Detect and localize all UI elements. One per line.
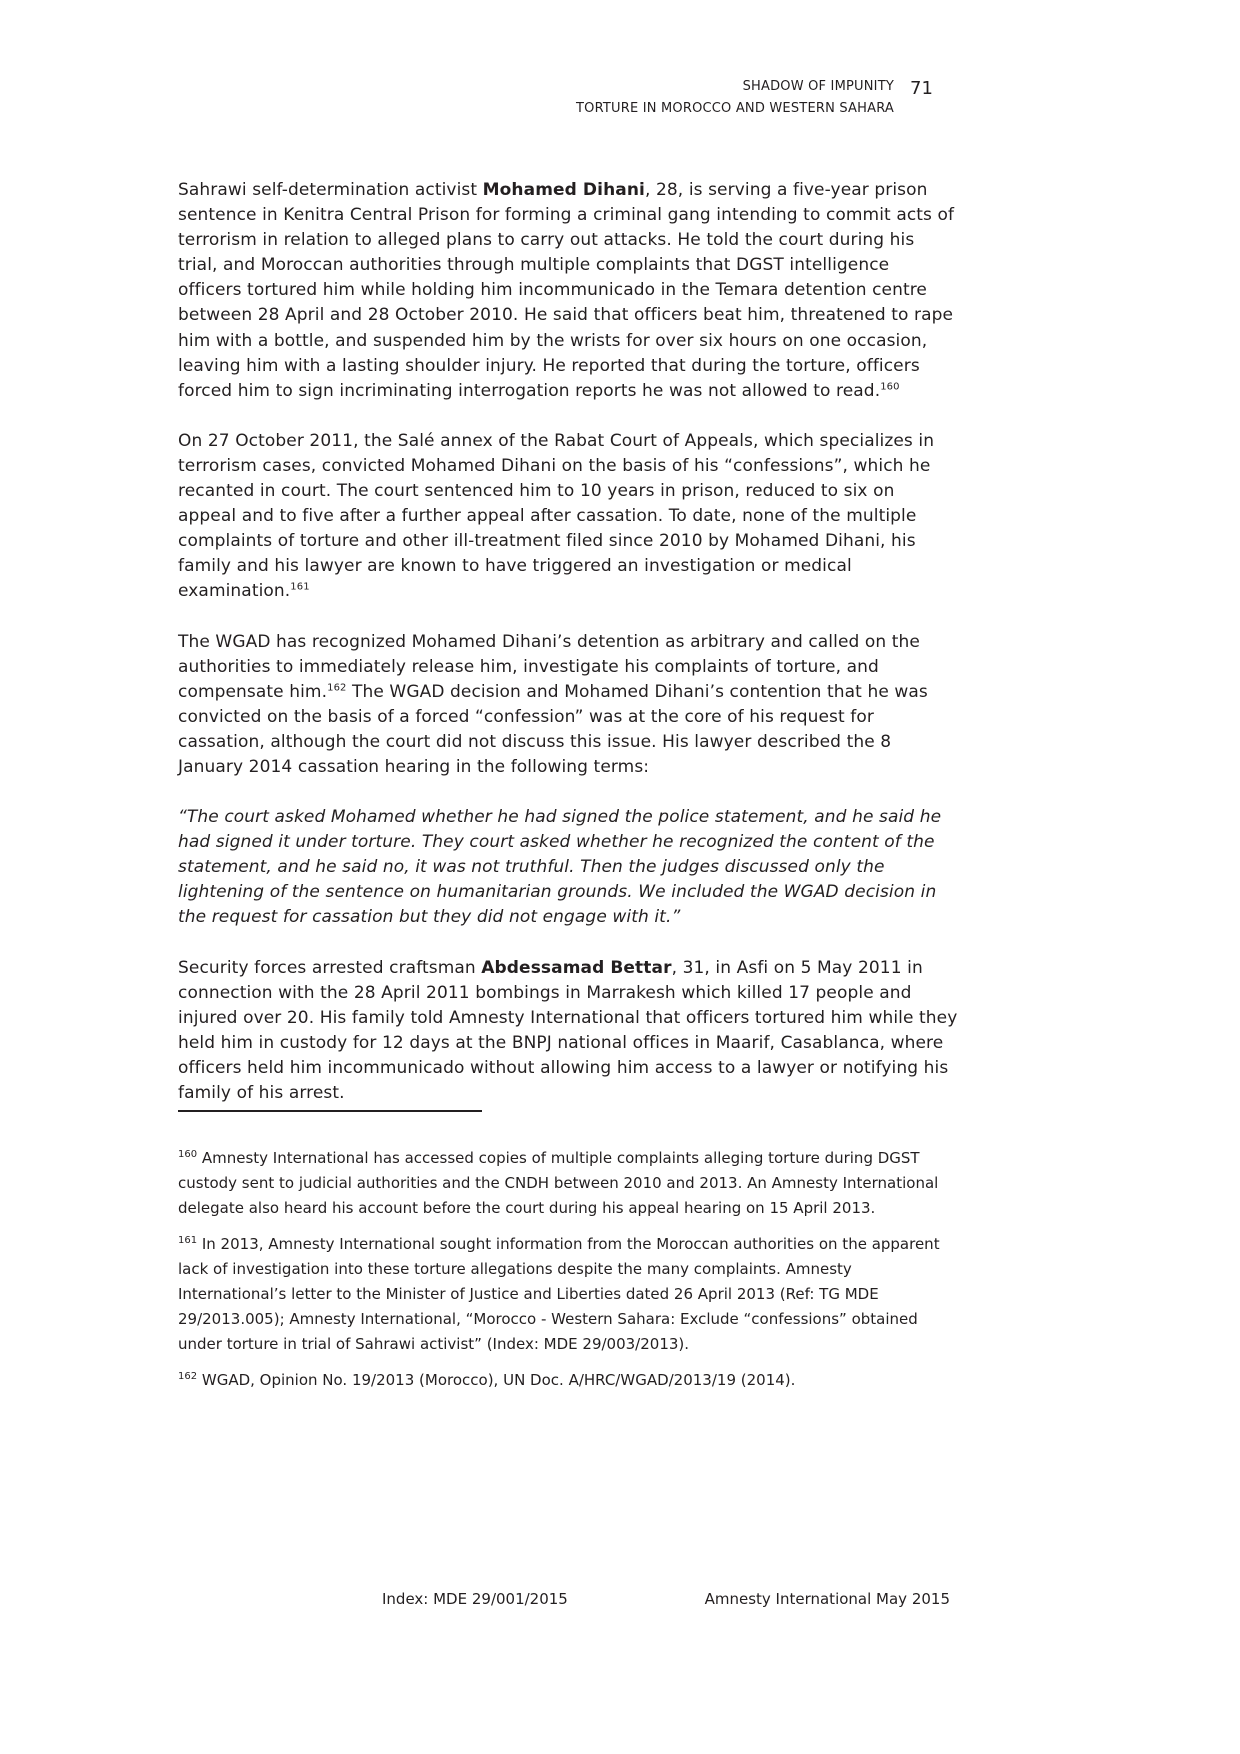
footnote-number: 161: [178, 1235, 198, 1246]
header-report-title: SHADOW OF IMPUNITY: [742, 79, 894, 94]
footer-publisher: Amnesty International May 2015: [704, 1590, 950, 1608]
footnote-161: $^{161}$ In 2013, Amnesty International sought information from the Moroccan authorities on the apparent lack of investigation into these torture allegations despite the many complaints. Amnesty International’s letter to the Minister of Justice and Liberties dated 26 April 2013 (Ref: TG MDE 29/2013.005); Amnesty International, “Morocco - Western Sahara: Exclude “confessions” obtained under torture in trial of Sahrawi activist” (Index: MDE 29/003/2013).: [178, 1235, 940, 1353]
footnote-160: $^{160}$ Amnesty International has accessed copies of multiple complaints alleging torture during DGST custody sent to judicial authorities and the CNDH between 2010 and 2013. An Amnesty International delegate also heard his account before the court during his appeal hearing on 15 April 2013.: [178, 1149, 939, 1217]
paragraph-wgad: The WGAD has recognized Mohamed Dihani’s detention as arbitrary and called on the authorities to immediately release him, investigate his complaints of torture, and compensate him.$^{162}$ The WGAD decision and Mohamed Dihani’s contention that he was convicted on the basis of a forced “confession” was at the core of his request for cassation, although the court did not discuss this issue. His lawyer described the 8 January 2014 cassation hearing in the following terms:: [178, 631, 928, 777]
footer-index: Index: MDE 29/001/2015: [382, 1590, 568, 1608]
paragraph-conviction: On 27 October 2011, the Salé annex of the Rabat Court of Appeals, which specializes in terrorism cases, convicted Mohamed Dihani on the basis of his “confessions”, which he recanted in court. The court sentenced him to 10 years in prison, reduced to six on appeal and to five after a further appeal after cassation. To date, none of the multiple complaints of torture and other ill-treatment filed since 2010 by Mohamed Dihani, his family and his lawyer are known to have triggered an investigation or medical examination.$^{161}$: [178, 430, 935, 602]
footnote-number: 160: [178, 1149, 198, 1160]
footnote-ref-160[interactable]: 160: [880, 381, 900, 393]
header-report-subtitle: TORTURE IN MOROCCO AND WESTERN SAHARA: [576, 101, 894, 116]
person-name-dihani: Mohamed Dihani: [482, 180, 645, 200]
footnote-ref-162[interactable]: 162: [327, 682, 347, 694]
main-body: [178, 178, 958, 1131]
footnote-number: 162: [178, 1371, 198, 1382]
page-number: 71: [910, 78, 933, 99]
person-name-bettar: Abdessamad Bettar: [481, 957, 672, 978]
lawyer-quote: “The court asked Mohamed whether he had signed the police statement, and he said he had signed it under torture. They court asked whether he recognized the content of the statement, and he said no, it was not truthful. Then the judges discussed only the lightening of the sentence on humanitarian grounds. We included the WGAD decision in the request for cassation but they did not engage with it.”: [178, 807, 942, 928]
paragraph-dihani-case: Sahrawi self-determination activist Mohamed Dihani, 28, is serving a five-year prison sentence in Kenitra Central Prison for forming a criminal gang intending to commit acts of terrorism in relation to alleged plans to carry out attacks. He told the court during his trial, and Moroccan authorities through multiple complaints that DGST intelligence officers tortured him while holding him incommunicado in the Temara detention centre between 28 April and 28 October 2010. He said that officers beat him, threatened to rape him with a bottle, and suspended him by the wrists for over six hours on one occasion, leaving him with a lasting shoulder injury. He reported that during the torture, officers forced him to sign incriminating interrogation reports he was not allowed to read.$^{160}$: [178, 180, 955, 401]
running-header: [576, 76, 894, 120]
footnotes: [178, 1146, 958, 1404]
footnote-ref-161[interactable]: 161: [290, 581, 310, 593]
footnote-162: $^{162}$ WGAD, Opinion No. 19/2013 (Morocco), UN Doc. A/HRC/WGAD/2013/19 (2014).: [178, 1371, 796, 1389]
footnote-divider: [178, 1110, 482, 1112]
paragraph-bettar-case: Security forces arrested craftsman Abdessamad Bettar, 31, in Asfi on 5 May 2011 in connection with the 28 April 2011 bombings in Marrakesh which killed 17 people and injured over 20. His family told Amnesty International that officers tortured him while they held him in custody for 12 days at the BNPJ national offices in Maarif, Casablanca, where officers held him incommunicado without allowing him access to a lawyer or notifying his family of his arrest.: [178, 957, 958, 1103]
